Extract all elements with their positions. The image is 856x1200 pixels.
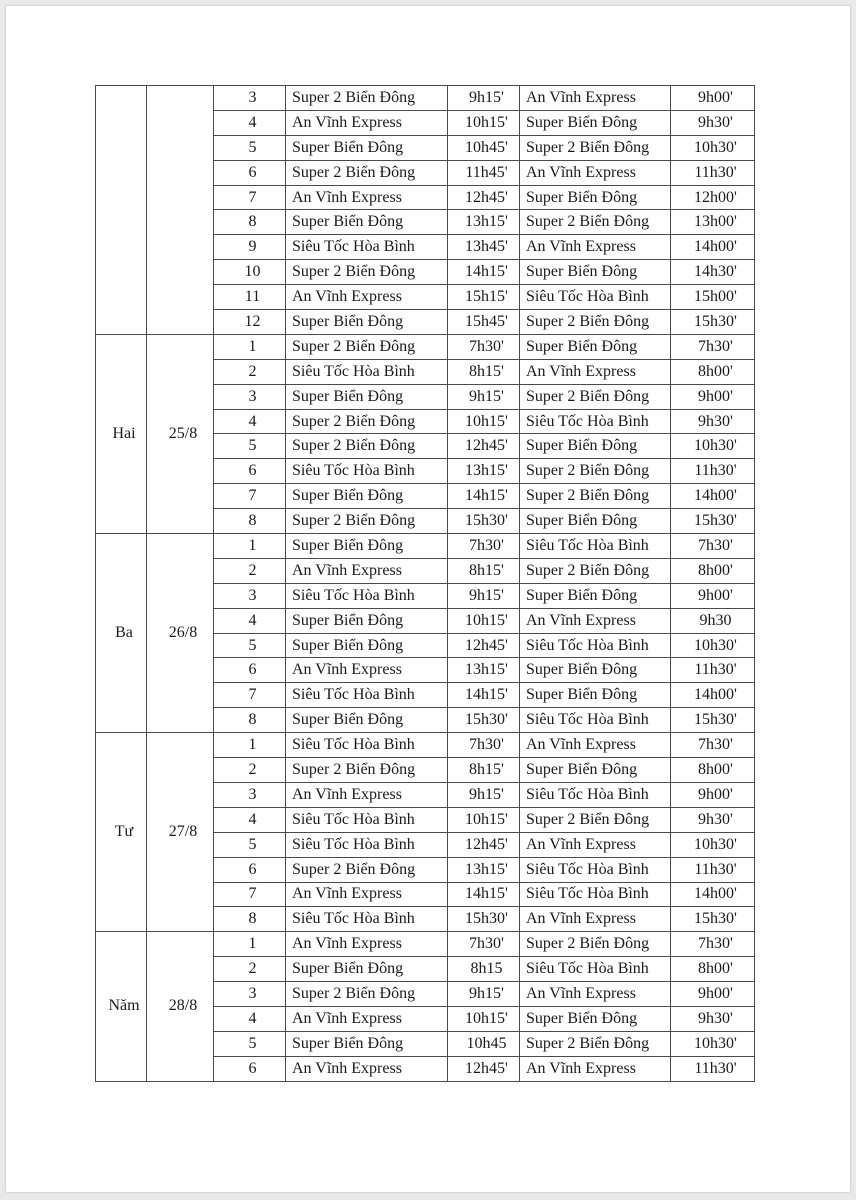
trip-number-cell: 1 [214, 534, 286, 559]
trip-number-cell: 12 [214, 310, 286, 335]
departure-time-cell: 10h15' [448, 608, 520, 633]
return-time-cell: 10h30' [671, 135, 755, 160]
return-ship-cell: An Vĩnh Express [520, 160, 671, 185]
schedule-body [96, 86, 755, 1082]
trip-number-cell: 5 [214, 1031, 286, 1056]
return-time-cell: 14h00' [671, 484, 755, 509]
return-time-cell: 9h00' [671, 782, 755, 807]
trip-number-cell: 1 [214, 932, 286, 957]
return-ship-cell: Siêu Tốc Hòa Bình [520, 708, 671, 733]
departure-time-cell: 15h15' [448, 285, 520, 310]
departure-ship-cell: An Vĩnh Express [286, 932, 448, 957]
departure-time-cell: 13h15' [448, 857, 520, 882]
trip-number-cell: 3 [214, 982, 286, 1007]
return-ship-cell: An Vĩnh Express [520, 359, 671, 384]
departure-time-cell: 10h45 [448, 1031, 520, 1056]
return-time-cell: 11h30' [671, 459, 755, 484]
trip-number-cell: 6 [214, 857, 286, 882]
departure-time-cell: 15h45' [448, 310, 520, 335]
weekday-cell: Năm [96, 932, 147, 1081]
return-time-cell: 9h30' [671, 409, 755, 434]
return-ship-cell: An Vĩnh Express [520, 733, 671, 758]
departure-time-cell: 8h15 [448, 957, 520, 982]
departure-ship-cell: An Vĩnh Express [286, 110, 448, 135]
weekday-cell: Tư [96, 733, 147, 932]
return-time-cell: 9h00' [671, 982, 755, 1007]
return-ship-cell: Siêu Tốc Hòa Bình [520, 857, 671, 882]
departure-ship-cell: Super 2 Biển Đông [286, 758, 448, 783]
departure-time-cell: 8h15' [448, 758, 520, 783]
departure-ship-cell: Siêu Tốc Hòa Bình [286, 807, 448, 832]
return-time-cell: 7h30' [671, 534, 755, 559]
departure-time-cell: 10h15' [448, 409, 520, 434]
departure-time-cell: 9h15' [448, 583, 520, 608]
trip-number-cell: 2 [214, 957, 286, 982]
departure-ship-cell: Super Biển Đông [286, 484, 448, 509]
departure-time-cell: 9h15' [448, 982, 520, 1007]
departure-ship-cell: Super 2 Biển Đông [286, 409, 448, 434]
departure-time-cell: 10h15' [448, 807, 520, 832]
return-ship-cell: Super Biển Đông [520, 758, 671, 783]
trip-number-cell: 8 [214, 907, 286, 932]
date-cell [147, 86, 214, 335]
departure-ship-cell: Super Biển Đông [286, 384, 448, 409]
return-time-cell: 11h30' [671, 857, 755, 882]
departure-ship-cell: An Vĩnh Express [286, 782, 448, 807]
return-ship-cell: Siêu Tốc Hòa Bình [520, 409, 671, 434]
departure-ship-cell: Super Biển Đông [286, 534, 448, 559]
trip-number-cell: 4 [214, 807, 286, 832]
trip-number-cell: 7 [214, 882, 286, 907]
departure-ship-cell: Siêu Tốc Hòa Bình [286, 459, 448, 484]
return-time-cell: 15h30' [671, 907, 755, 932]
departure-time-cell: 13h15' [448, 210, 520, 235]
trip-number-cell: 4 [214, 608, 286, 633]
departure-time-cell: 15h30' [448, 708, 520, 733]
departure-ship-cell: An Vĩnh Express [286, 1006, 448, 1031]
departure-time-cell: 15h30' [448, 907, 520, 932]
return-time-cell: 9h30' [671, 807, 755, 832]
departure-time-cell: 8h15' [448, 558, 520, 583]
return-ship-cell: Super Biển Đông [520, 334, 671, 359]
trip-number-cell: 5 [214, 832, 286, 857]
return-time-cell: 9h30' [671, 110, 755, 135]
return-time-cell: 9h30 [671, 608, 755, 633]
return-ship-cell: Super 2 Biển Đông [520, 384, 671, 409]
departure-ship-cell: Siêu Tốc Hòa Bình [286, 235, 448, 260]
departure-time-cell: 12h45' [448, 434, 520, 459]
return-time-cell: 9h00' [671, 583, 755, 608]
return-ship-cell: Super 2 Biển Đông [520, 807, 671, 832]
return-ship-cell: Super Biển Đông [520, 583, 671, 608]
trip-number-cell: 6 [214, 1056, 286, 1081]
departure-time-cell: 14h15' [448, 260, 520, 285]
return-time-cell: 15h30' [671, 708, 755, 733]
return-ship-cell: Super Biển Đông [520, 110, 671, 135]
trip-number-cell: 9 [214, 235, 286, 260]
departure-ship-cell: Siêu Tốc Hòa Bình [286, 907, 448, 932]
return-time-cell: 7h30' [671, 932, 755, 957]
return-time-cell: 14h00' [671, 235, 755, 260]
weekday-cell: Hai [96, 334, 147, 533]
return-time-cell: 11h30' [671, 160, 755, 185]
document-page [6, 6, 850, 1192]
ferry-schedule-table [95, 85, 755, 1082]
return-time-cell: 10h30' [671, 1031, 755, 1056]
departure-time-cell: 7h30' [448, 733, 520, 758]
return-ship-cell: Super Biển Đông [520, 260, 671, 285]
return-ship-cell: An Vĩnh Express [520, 235, 671, 260]
departure-time-cell: 12h45' [448, 832, 520, 857]
departure-time-cell: 9h15' [448, 384, 520, 409]
departure-time-cell: 8h15' [448, 359, 520, 384]
departure-ship-cell: Super Biển Đông [286, 957, 448, 982]
trip-number-cell: 3 [214, 86, 286, 111]
return-time-cell: 9h00' [671, 384, 755, 409]
return-ship-cell: Super 2 Biển Đông [520, 484, 671, 509]
departure-ship-cell: An Vĩnh Express [286, 1056, 448, 1081]
return-time-cell: 15h00' [671, 285, 755, 310]
return-time-cell: 10h30' [671, 633, 755, 658]
return-ship-cell: Super Biển Đông [520, 1006, 671, 1031]
return-time-cell: 14h00' [671, 882, 755, 907]
trip-number-cell: 11 [214, 285, 286, 310]
return-time-cell: 8h00' [671, 758, 755, 783]
return-ship-cell: Super Biển Đông [520, 658, 671, 683]
return-time-cell: 13h00' [671, 210, 755, 235]
return-time-cell: 14h30' [671, 260, 755, 285]
departure-ship-cell: Super 2 Biển Đông [286, 509, 448, 534]
trip-number-cell: 4 [214, 1006, 286, 1031]
trip-number-cell: 4 [214, 409, 286, 434]
departure-time-cell: 9h15' [448, 782, 520, 807]
trip-number-cell: 3 [214, 782, 286, 807]
departure-ship-cell: An Vĩnh Express [286, 882, 448, 907]
trip-number-cell: 7 [214, 683, 286, 708]
departure-time-cell: 14h15' [448, 683, 520, 708]
return-time-cell: 9h00' [671, 86, 755, 111]
departure-ship-cell: Super Biển Đông [286, 210, 448, 235]
weekday-cell [96, 86, 147, 335]
trip-number-cell: 6 [214, 658, 286, 683]
return-ship-cell: Siêu Tốc Hòa Bình [520, 782, 671, 807]
return-time-cell: 8h00' [671, 957, 755, 982]
departure-time-cell: 7h30' [448, 932, 520, 957]
return-ship-cell: Super Biển Đông [520, 683, 671, 708]
table-row [96, 733, 755, 758]
date-cell: 25/8 [147, 334, 214, 533]
return-time-cell: 8h00' [671, 359, 755, 384]
return-ship-cell: An Vĩnh Express [520, 982, 671, 1007]
return-time-cell: 7h30' [671, 334, 755, 359]
trip-number-cell: 1 [214, 733, 286, 758]
trip-number-cell: 8 [214, 509, 286, 534]
return-ship-cell: Siêu Tốc Hòa Bình [520, 882, 671, 907]
return-time-cell: 10h30' [671, 832, 755, 857]
trip-number-cell: 7 [214, 484, 286, 509]
trip-number-cell: 3 [214, 583, 286, 608]
departure-ship-cell: Super 2 Biển Đông [286, 982, 448, 1007]
departure-ship-cell: Super Biển Đông [286, 708, 448, 733]
departure-time-cell: 10h15' [448, 1006, 520, 1031]
return-time-cell: 15h30' [671, 509, 755, 534]
return-ship-cell: Siêu Tốc Hòa Bình [520, 957, 671, 982]
trip-number-cell: 7 [214, 185, 286, 210]
return-ship-cell: Super 2 Biển Đông [520, 932, 671, 957]
departure-time-cell: 12h45' [448, 185, 520, 210]
return-ship-cell: Siêu Tốc Hòa Bình [520, 285, 671, 310]
return-ship-cell: An Vĩnh Express [520, 1056, 671, 1081]
trip-number-cell: 5 [214, 434, 286, 459]
return-ship-cell: Super Biển Đông [520, 434, 671, 459]
table-row [96, 932, 755, 957]
departure-ship-cell: Super 2 Biển Đông [286, 334, 448, 359]
departure-ship-cell: Siêu Tốc Hòa Bình [286, 583, 448, 608]
return-ship-cell: Super 2 Biển Đông [520, 135, 671, 160]
return-time-cell: 11h30' [671, 658, 755, 683]
return-time-cell: 7h30' [671, 733, 755, 758]
date-cell: 26/8 [147, 534, 214, 733]
trip-number-cell: 1 [214, 334, 286, 359]
departure-time-cell: 14h15' [448, 882, 520, 907]
weekday-cell: Ba [96, 534, 147, 733]
trip-number-cell: 3 [214, 384, 286, 409]
return-ship-cell: An Vĩnh Express [520, 608, 671, 633]
departure-time-cell: 15h30' [448, 509, 520, 534]
return-ship-cell: Super 2 Biển Đông [520, 210, 671, 235]
departure-ship-cell: Super 2 Biển Đông [286, 160, 448, 185]
date-cell: 27/8 [147, 733, 214, 932]
trip-number-cell: 2 [214, 359, 286, 384]
departure-ship-cell: Super Biển Đông [286, 135, 448, 160]
return-ship-cell: Siêu Tốc Hòa Bình [520, 633, 671, 658]
departure-ship-cell: Siêu Tốc Hòa Bình [286, 683, 448, 708]
departure-ship-cell: An Vĩnh Express [286, 285, 448, 310]
trip-number-cell: 4 [214, 110, 286, 135]
return-time-cell: 9h30' [671, 1006, 755, 1031]
trip-number-cell: 8 [214, 708, 286, 733]
trip-number-cell: 10 [214, 260, 286, 285]
departure-ship-cell: Super Biển Đông [286, 633, 448, 658]
departure-ship-cell: Super 2 Biển Đông [286, 434, 448, 459]
return-time-cell: 12h00' [671, 185, 755, 210]
return-time-cell: 10h30' [671, 434, 755, 459]
departure-ship-cell: Super Biển Đông [286, 310, 448, 335]
return-ship-cell: Super 2 Biển Đông [520, 459, 671, 484]
trip-number-cell: 5 [214, 135, 286, 160]
return-ship-cell: An Vĩnh Express [520, 832, 671, 857]
return-ship-cell: Super Biển Đông [520, 509, 671, 534]
departure-ship-cell: Super 2 Biển Đông [286, 86, 448, 111]
departure-time-cell: 11h45' [448, 160, 520, 185]
departure-time-cell: 13h15' [448, 658, 520, 683]
departure-ship-cell: Siêu Tốc Hòa Bình [286, 359, 448, 384]
departure-time-cell: 7h30' [448, 334, 520, 359]
return-ship-cell: An Vĩnh Express [520, 86, 671, 111]
departure-ship-cell: Super 2 Biển Đông [286, 260, 448, 285]
return-time-cell: 14h00' [671, 683, 755, 708]
table-row [96, 86, 755, 111]
return-ship-cell: Super 2 Biển Đông [520, 558, 671, 583]
return-time-cell: 15h30' [671, 310, 755, 335]
trip-number-cell: 5 [214, 633, 286, 658]
return-ship-cell: Super 2 Biển Đông [520, 310, 671, 335]
trip-number-cell: 2 [214, 758, 286, 783]
trip-number-cell: 6 [214, 459, 286, 484]
departure-time-cell: 10h45' [448, 135, 520, 160]
table-row [96, 534, 755, 559]
departure-time-cell: 9h15' [448, 86, 520, 111]
departure-time-cell: 10h15' [448, 110, 520, 135]
return-ship-cell: An Vĩnh Express [520, 907, 671, 932]
departure-ship-cell: An Vĩnh Express [286, 185, 448, 210]
departure-ship-cell: An Vĩnh Express [286, 658, 448, 683]
trip-number-cell: 2 [214, 558, 286, 583]
trip-number-cell: 8 [214, 210, 286, 235]
departure-ship-cell: Siêu Tốc Hòa Bình [286, 832, 448, 857]
departure-ship-cell: Super Biển Đông [286, 1031, 448, 1056]
date-cell: 28/8 [147, 932, 214, 1081]
return-time-cell: 8h00' [671, 558, 755, 583]
return-time-cell: 11h30' [671, 1056, 755, 1081]
return-ship-cell: Super 2 Biển Đông [520, 1031, 671, 1056]
departure-ship-cell: Super 2 Biển Đông [286, 857, 448, 882]
departure-time-cell: 13h45' [448, 235, 520, 260]
departure-ship-cell: Siêu Tốc Hòa Bình [286, 733, 448, 758]
departure-time-cell: 13h15' [448, 459, 520, 484]
return-ship-cell: Siêu Tốc Hòa Bình [520, 534, 671, 559]
departure-ship-cell: An Vĩnh Express [286, 558, 448, 583]
departure-time-cell: 12h45' [448, 1056, 520, 1081]
trip-number-cell: 6 [214, 160, 286, 185]
departure-ship-cell: Super Biển Đông [286, 608, 448, 633]
departure-time-cell: 14h15' [448, 484, 520, 509]
departure-time-cell: 7h30' [448, 534, 520, 559]
departure-time-cell: 12h45' [448, 633, 520, 658]
return-ship-cell: Super Biển Đông [520, 185, 671, 210]
table-row [96, 334, 755, 359]
